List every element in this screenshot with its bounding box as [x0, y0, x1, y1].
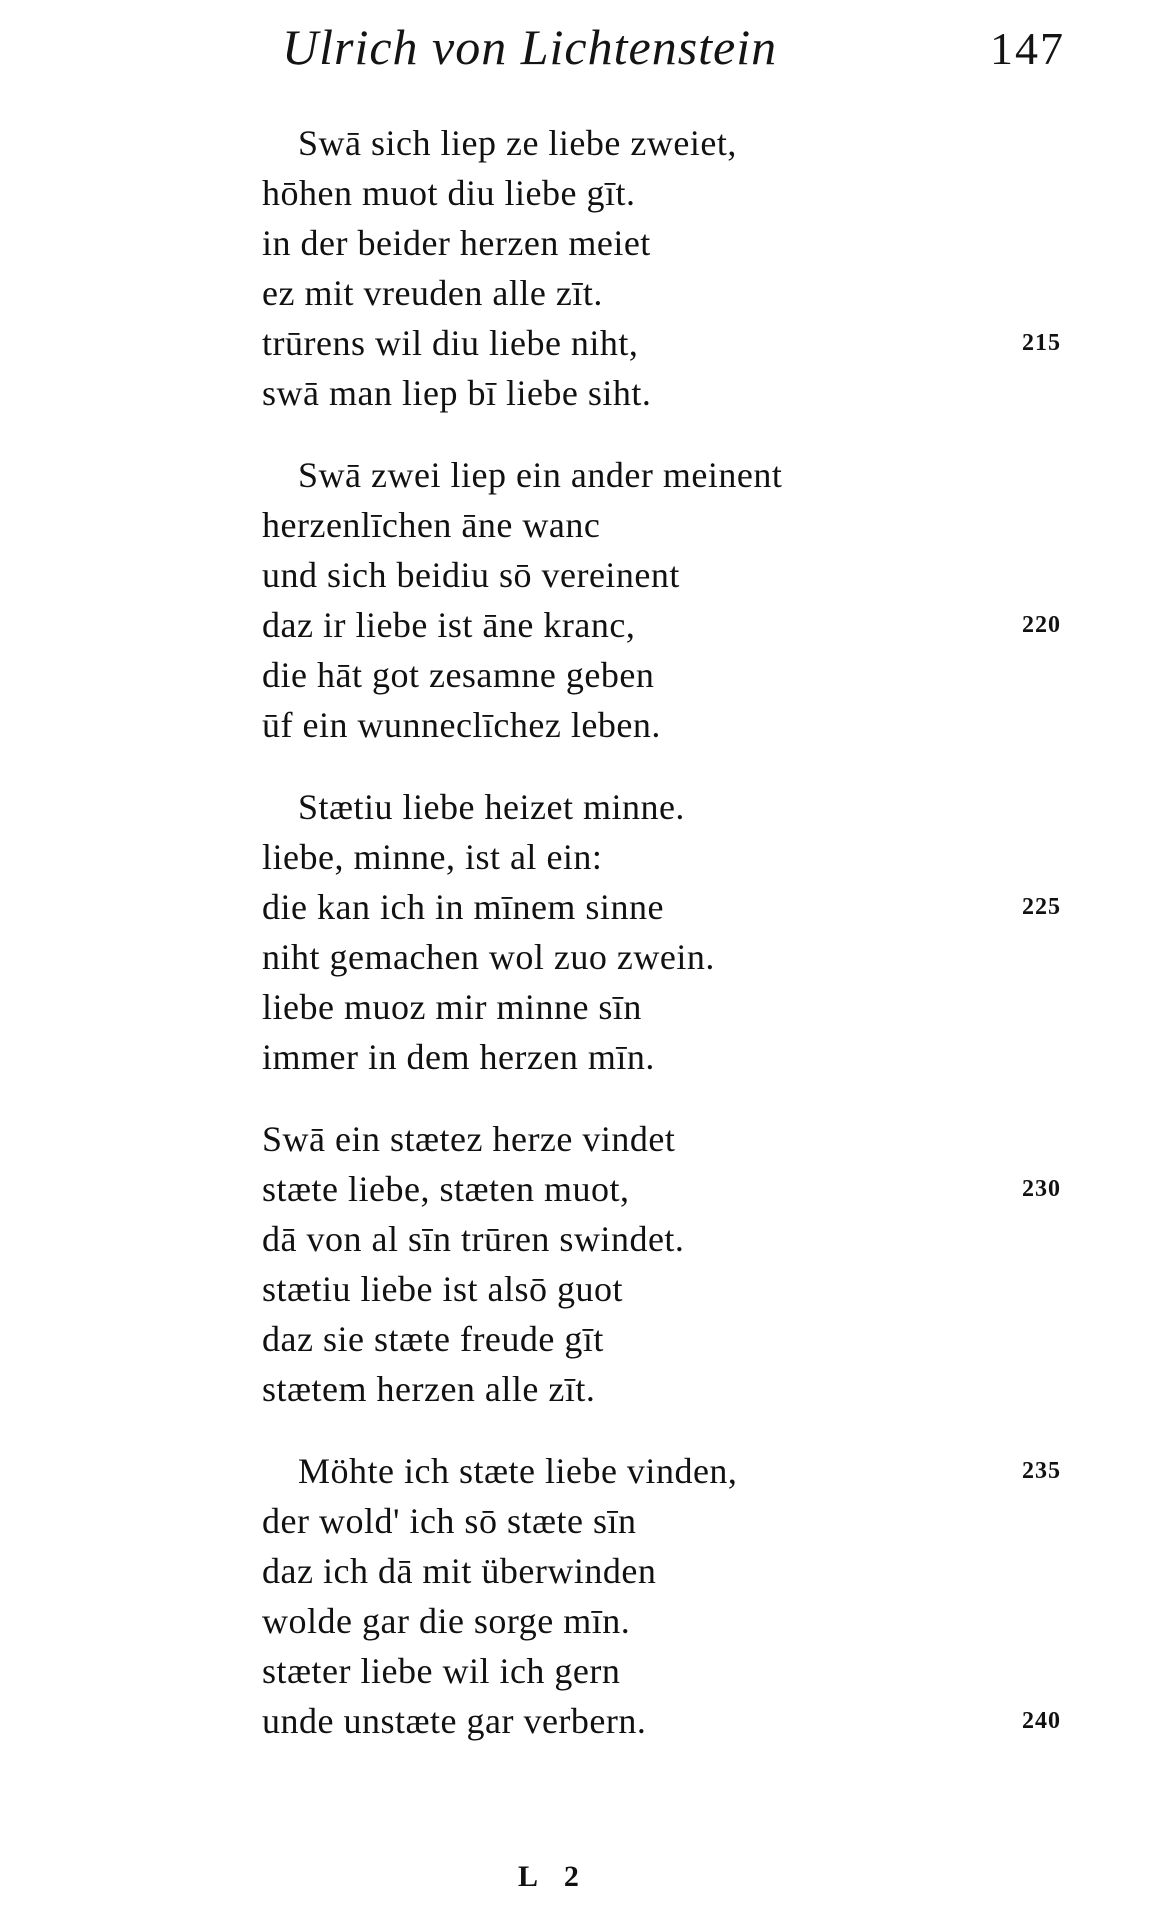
- verse-text: niht gemachen wol zuo zwein.: [262, 937, 715, 977]
- verse-text: hōhen muot diu liebe gīt.: [262, 173, 636, 213]
- verse-line: [262, 782, 1082, 832]
- verse-text: herzenlīchen āne wanc: [262, 505, 601, 545]
- verse-text: ez mit vreuden alle zīt.: [262, 273, 603, 313]
- verse-text: dā von al sīn trūren swindet.: [262, 1219, 685, 1259]
- line-number: 235: [1022, 1458, 1061, 1484]
- verse-line: [262, 1114, 1082, 1164]
- verse-line: [262, 1646, 1082, 1696]
- verse-text: swā man liep bī liebe siht.: [262, 373, 652, 413]
- verse-line: [262, 1446, 1082, 1496]
- verse-text: in der beider herzen meiet: [262, 223, 651, 263]
- verse-line: [262, 218, 1082, 268]
- verse-text: daz ir liebe ist āne kranc,: [262, 605, 636, 645]
- verse-line: [262, 268, 1082, 318]
- verse-text: daz sie stæte freude gīt: [262, 1319, 604, 1359]
- verse-text: daz ich dā mit überwinden: [262, 1551, 657, 1591]
- verse-text: Swā ein stætez herze vindet: [262, 1119, 676, 1159]
- page-number: 147: [990, 23, 1065, 74]
- line-number: 240: [1022, 1708, 1061, 1734]
- verse-line: [262, 832, 1082, 882]
- verse-text: stætem herzen alle zīt.: [262, 1369, 596, 1409]
- verse-line: [262, 1032, 1082, 1082]
- verse-line: [262, 1214, 1082, 1264]
- verse-text: stæter liebe wil ich gern: [262, 1651, 621, 1691]
- verse-text: stæte liebe, stæten muot,: [262, 1169, 630, 1209]
- verse-line: [262, 500, 1082, 550]
- verse-line: [262, 550, 1082, 600]
- verse-text: unde unstæte gar verbern.: [262, 1701, 647, 1741]
- stanza: [262, 450, 1082, 750]
- verse-line: [262, 168, 1082, 218]
- printer-signature: L 2: [518, 1860, 589, 1893]
- verse-text: die hāt got zesamne geben: [262, 655, 655, 695]
- verse-line: [262, 600, 1082, 650]
- verse-line: [262, 882, 1082, 932]
- verse-line: [262, 650, 1082, 700]
- verse-line: [262, 1314, 1082, 1364]
- verse-line: [262, 318, 1082, 368]
- verse-text: ūf ein wunneclīchez leben.: [262, 705, 661, 745]
- verse-line: [262, 1596, 1082, 1646]
- verse-line: [262, 700, 1082, 750]
- verse-text: Swā zwei liep ein ander meinent: [298, 455, 783, 495]
- verse-text: der wold' ich sō stæte sīn: [262, 1501, 637, 1541]
- stanza: [262, 1114, 1082, 1414]
- line-number: 220: [1022, 612, 1061, 638]
- verse-line: [262, 932, 1082, 982]
- verse-text: Möhte ich stæte liebe vinden,: [298, 1451, 738, 1491]
- verse-line: [262, 368, 1082, 418]
- verse-text: wolde gar die sorge mīn.: [262, 1601, 631, 1641]
- verse-text: trūrens wil diu liebe niht,: [262, 323, 639, 363]
- verse-line: [262, 1496, 1082, 1546]
- stanza: [262, 1446, 1082, 1746]
- verse-line: [262, 118, 1082, 168]
- stanza: [262, 118, 1082, 418]
- verse-line: [262, 982, 1082, 1032]
- verse-text: Swā sich liep ze liebe zweiet,: [298, 123, 737, 163]
- line-number: 230: [1022, 1176, 1061, 1202]
- line-number: 215: [1022, 330, 1061, 356]
- verse-text: die kan ich in mīnem sinne: [262, 887, 664, 927]
- verse-line: [262, 1546, 1082, 1596]
- verse-line: [262, 1364, 1082, 1414]
- verse-line: [262, 1164, 1082, 1214]
- verse-text: Stætiu liebe heizet minne.: [298, 787, 685, 827]
- verse-text: stætiu liebe ist alsō guot: [262, 1269, 623, 1309]
- verse-text: liebe muoz mir minne sīn: [262, 987, 642, 1027]
- stanza: [262, 782, 1082, 1082]
- verse-line: [262, 450, 1082, 500]
- line-number: 225: [1022, 894, 1061, 920]
- running-title: Ulrich von Lichtenstein: [282, 19, 778, 75]
- verse-line: [262, 1264, 1082, 1314]
- verse-line: [262, 1696, 1082, 1746]
- poem-body: [262, 118, 1082, 1778]
- verse-text: liebe, minne, ist al ein:: [262, 837, 603, 877]
- verse-text: immer in dem herzen mīn.: [262, 1037, 655, 1077]
- verse-text: und sich beidiu sō vereinent: [262, 555, 680, 595]
